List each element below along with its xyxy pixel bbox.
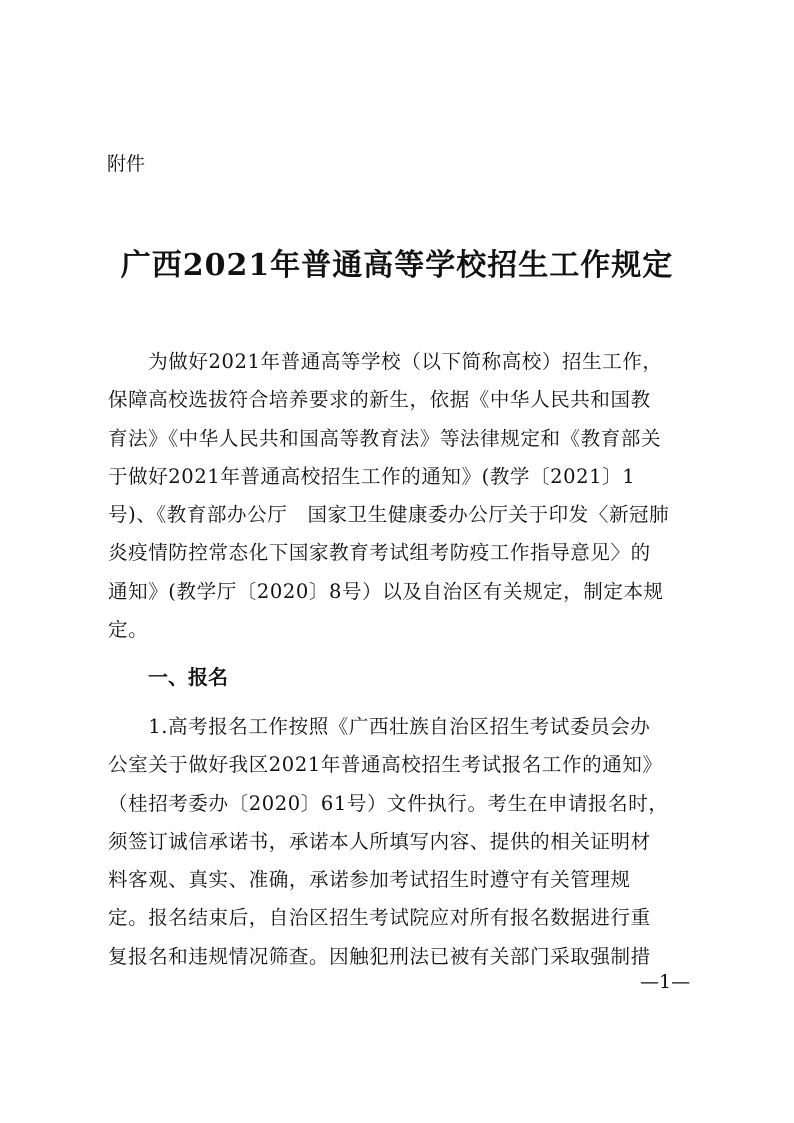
paragraph-line: 保障高校选拔符合培养要求的新生，依据《中华人民共和国教 [108,388,651,412]
paragraph-line: 公室关于做好我区2021年普通高校招生考试报名工作的通知》 [108,753,663,777]
paragraph-line: 号)、《教育部办公厅 国家卫生健康委办公厅关于印发〈新冠肺 [108,503,670,527]
intro-paragraph [108,343,698,649]
paragraph-line: 定。报名结束后，自治区招生考试院应对所有报名数据进行重 [108,906,651,930]
paragraph-line: 1.高考报名工作按照《广西壮族自治区招生考试委员会办 [108,715,651,738]
paragraph-line: 于做好2021年普通高校招生工作的通知》(教学〔2021〕1 [108,464,636,488]
paragraph-line: 复报名和违规情况筛查。因触犯刑法已被有关部门采取强制措 [108,944,651,968]
section-heading: 一、报名 [148,665,228,689]
document-title: 广西2021年普通高等学校招生工作规定 [120,248,674,283]
paragraph-line: 为做好2021年普通高等学校（以下简称高校）招生工作， [108,350,663,373]
paragraph-line: 须签订诚信承诺书，承诺本人所填写内容、提供的相关证明材 [108,829,651,853]
paragraph-line: 育法》《中华人民共和国高等教育法》等法律规定和《教育部关 [108,426,662,450]
paragraph-line: （桂招考委办〔2020〕61号）文件执行。考生在申请报名时， [108,791,669,815]
paragraph-line: 料客观、真实、准确，承诺参加考试招生时遵守有关管理规 [108,868,631,892]
page-number: —1— [640,971,691,993]
paragraph-line: 定。 [108,618,149,642]
paragraph-line: 通知》(教学厅〔2020〕8号）以及自治区有关规定，制定本规 [108,579,664,603]
section1-paragraph [108,708,698,976]
paragraph-line: 炎疫情防控常态化下国家教育考试组考防疫工作指导意见〉的 [108,541,651,565]
attachment-label: 附件 [107,153,146,175]
